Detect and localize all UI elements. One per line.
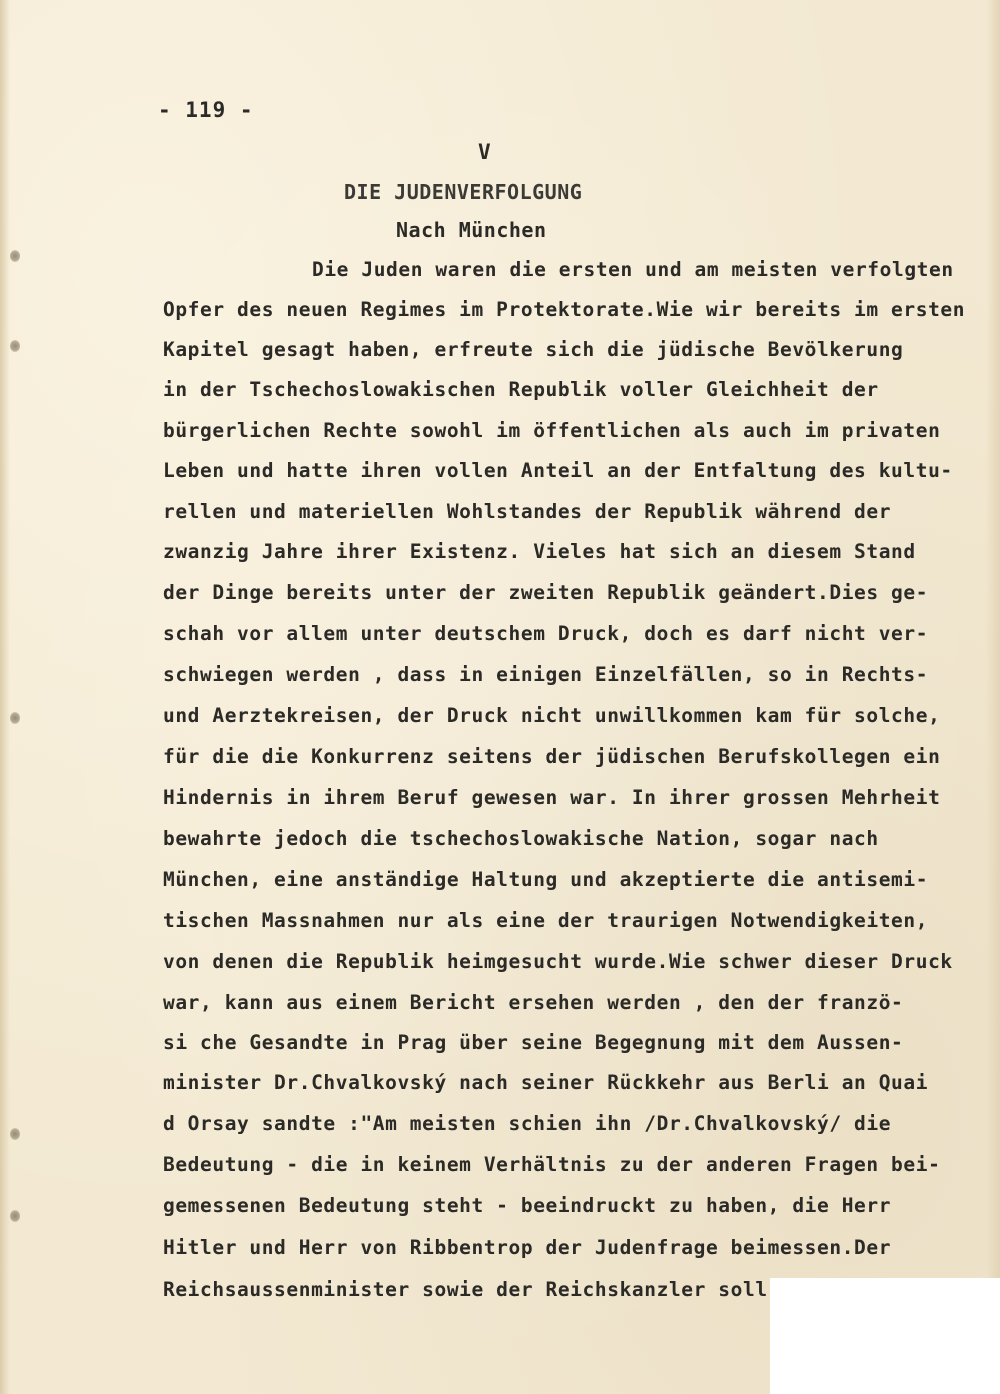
text-line: bürgerlichen Rechte sowohl im öffentlichen als auch im privaten [163, 419, 941, 442]
chapter-number: V [478, 140, 492, 164]
text-line: gemessenen Bedeutung steht - beeindruckt zu haben, die Herr [163, 1194, 892, 1217]
text-line: Hitler und Herr von Ribbentrop der Judenfrage beimessen.Der [163, 1236, 892, 1259]
text-line: zwanzig Jahre ihrer Existenz. Vieles hat sich an diesem Stand [163, 540, 916, 563]
text-line: minister Dr.Chvalkovský nach seiner Rückkehr aus Berli an Quai [163, 1071, 929, 1094]
text-line: und Aerztekreisen, der Druck nicht unwillkommen kam für solche, [163, 704, 941, 727]
blank-corner-area [770, 1278, 1000, 1394]
text-line: Kapitel gesagt haben, erfreute sich die jüdische Bevölkerung [163, 338, 904, 361]
text-line: der Dinge bereits unter der zweiten Republik geändert.Dies ge- [163, 581, 929, 604]
text-line: war, kann aus einem Bericht ersehen werden , den der franzö- [163, 991, 904, 1014]
text-line: München, eine anständige Haltung und akzeptierte die antisemi- [163, 868, 929, 891]
text-line: für die die Konkurrenz seitens der jüdischen Berufskollegen ein [163, 745, 941, 768]
text-line: schah vor allem unter deutschem Druck, doch es darf nicht ver- [163, 622, 929, 645]
text-line: Bedeutung - die in keinem Verhältnis zu der anderen Fragen bei- [163, 1153, 941, 1176]
page-number: - 119 - [158, 98, 254, 122]
text-line: Reichsaussenminister sowie der Reichskanzler soll [163, 1278, 768, 1301]
text-line: tischen Massnahmen nur als eine der traurigen Notwendigkeiten, [163, 909, 929, 932]
section-subtitle: Nach München [396, 218, 547, 242]
chapter-title: DIE JUDENVERFOLGUNG [344, 180, 583, 204]
text-line: in der Tschechoslowakischen Republik voller Gleichheit der [163, 378, 879, 401]
text-line: schwiegen werden , dass in einigen Einzelfällen, so in Rechts- [163, 663, 929, 686]
text-line: Die Juden waren die ersten und am meisten verfolgten [312, 258, 954, 281]
text-line: rellen und materiellen Wohlstandes der Republik während der [163, 500, 892, 523]
text-line: d Orsay sandte :"Am meisten schien ihn /Dr.Chvalkovský/ die [163, 1112, 892, 1135]
text-line: Hindernis in ihrem Beruf gewesen war. In ihrer grossen Mehrheit [163, 786, 941, 809]
text-line: von denen die Republik heimgesucht wurde.Wie schwer dieser Druck [163, 950, 953, 973]
text-line: bewahrte jedoch die tschechoslowakische Nation, sogar nach [163, 827, 879, 850]
text-line: Opfer des neuen Regimes im Protektorate.Wie wir bereits im ersten [163, 298, 966, 321]
text-line: si che Gesandte in Prag über seine Begegnung mit dem Aussen- [163, 1031, 904, 1054]
text-line: Leben und hatte ihren vollen Anteil an der Entfaltung des kultu- [163, 459, 953, 482]
